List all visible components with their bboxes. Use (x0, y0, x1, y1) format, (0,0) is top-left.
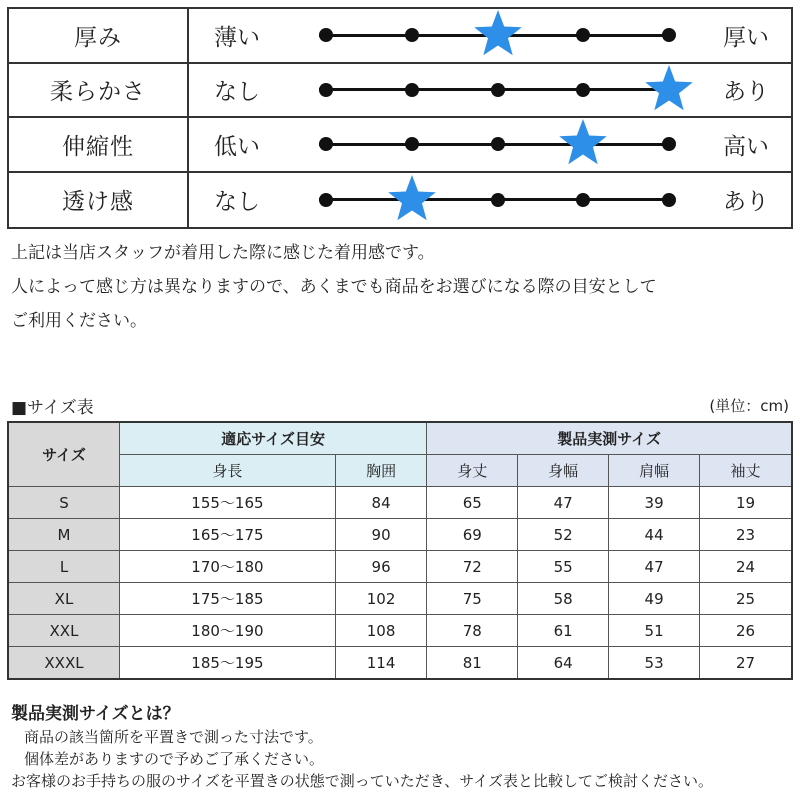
scale-dot (491, 83, 505, 97)
table-cell: 25 (700, 583, 792, 615)
size-table (7, 421, 793, 680)
feel-row-thickness (9, 9, 791, 64)
explain-line-2: 個体差がありますので予めご了承ください。 (24, 750, 325, 768)
feel-max-label: あり (723, 79, 769, 106)
table-row (8, 647, 792, 680)
explain-title: 製品実測サイズとは？ (11, 704, 180, 724)
feel-label: 伸縮性 (9, 118, 189, 171)
table-cell: 44 (609, 519, 700, 551)
scale-dot (319, 28, 333, 42)
scale-dot (576, 28, 590, 42)
size-cell: XXXL (8, 647, 120, 680)
size-cell: M (8, 519, 120, 551)
note-line-1: 上記は当店スタッフが着用した際に感じた着用感です。 (11, 243, 435, 263)
table-cell: 165〜175 (120, 519, 336, 551)
col-header-height: 身長 (120, 455, 336, 487)
table-cell: 27 (700, 647, 792, 680)
feel-label: 厚み (9, 9, 189, 62)
feel-min-label: 薄い (214, 24, 260, 51)
table-cell: 52 (518, 519, 609, 551)
scale-dot (576, 83, 590, 97)
table-cell: 47 (518, 487, 609, 519)
size-cell: XXL (8, 615, 120, 647)
table-row (8, 519, 792, 551)
feel-max-label: 厚い (723, 24, 769, 51)
note-line-2: 人によって感じ方は異なりますので、あくまでも商品をお選びになる際の目安として (11, 277, 657, 297)
feel-label: 柔らかさ (9, 64, 189, 117)
col-header-chest: 胸囲 (335, 455, 426, 487)
group-header-measured: 製品実測サイズ (427, 422, 792, 455)
table-cell: 23 (700, 519, 792, 551)
col-header-sleeve: 袖丈 (700, 455, 792, 487)
table-cell: 39 (609, 487, 700, 519)
size-table-title: ■サイズ表 (11, 398, 94, 418)
size-cell: XL (8, 583, 120, 615)
table-cell: 114 (335, 647, 426, 680)
table-cell: 180〜190 (120, 615, 336, 647)
scale-dot (405, 83, 419, 97)
feel-row-softness (9, 64, 791, 119)
feel-row-stretch (9, 118, 791, 173)
size-cell: S (8, 487, 120, 519)
table-cell: 72 (427, 551, 518, 583)
feel-scale-table (7, 7, 793, 229)
table-cell: 53 (609, 647, 700, 680)
table-cell: 61 (518, 615, 609, 647)
feel-max-label: あり (723, 189, 769, 216)
scale-dot (662, 28, 676, 42)
table-cell: 84 (335, 487, 426, 519)
table-cell: 81 (427, 647, 518, 680)
table-cell: 108 (335, 615, 426, 647)
table-cell: 102 (335, 583, 426, 615)
table-cell: 69 (427, 519, 518, 551)
feel-row-sheerness (9, 173, 791, 228)
explain-line-3: お客様のお手持ちの服のサイズを平置きの状態で測っていただき、サイズ表と比較してご検討ください。 (11, 772, 714, 790)
table-cell: 78 (427, 615, 518, 647)
table-cell: 90 (335, 519, 426, 551)
feel-min-label: なし (214, 189, 260, 216)
col-header-width: 身幅 (518, 455, 609, 487)
feel-max-label: 高い (723, 133, 769, 160)
scale-dot (576, 193, 590, 207)
feel-label: 透け感 (9, 173, 189, 228)
scale-dot (319, 193, 333, 207)
table-row (8, 583, 792, 615)
table-cell: 65 (427, 487, 518, 519)
table-cell: 19 (700, 487, 792, 519)
table-cell: 58 (518, 583, 609, 615)
table-cell: 75 (427, 583, 518, 615)
scale-dot (491, 137, 505, 151)
star-icon (644, 64, 694, 114)
note-line-3: ご利用ください。 (11, 311, 147, 331)
star-icon (558, 118, 608, 168)
star-icon (387, 174, 437, 224)
star-icon (473, 9, 523, 59)
col-header-length: 身丈 (427, 455, 518, 487)
table-cell: 170〜180 (120, 551, 336, 583)
table-cell: 47 (609, 551, 700, 583)
table-row (8, 551, 792, 583)
size-cell: L (8, 551, 120, 583)
feel-min-label: 低い (214, 133, 260, 160)
table-cell: 55 (518, 551, 609, 583)
table-cell: 96 (335, 551, 426, 583)
scale-dot (491, 193, 505, 207)
table-row (8, 615, 792, 647)
table-cell: 24 (700, 551, 792, 583)
explain-line-1: 商品の該当箇所を平置きで測った寸法です。 (24, 728, 323, 746)
scale-dot (662, 137, 676, 151)
unit-label: (単位：cm) (709, 397, 789, 415)
feel-min-label: なし (214, 79, 260, 106)
table-cell: 185〜195 (120, 647, 336, 680)
group-header-fit-guide: 適応サイズ目安 (120, 422, 427, 455)
scale-dot (405, 28, 419, 42)
scale-dot (405, 137, 419, 151)
size-header: サイズ (8, 422, 120, 487)
table-row (8, 487, 792, 519)
scale-dot (319, 83, 333, 97)
table-cell: 51 (609, 615, 700, 647)
table-cell: 175〜185 (120, 583, 336, 615)
scale-dot (319, 137, 333, 151)
table-cell: 26 (700, 615, 792, 647)
table-cell: 155〜165 (120, 487, 336, 519)
table-cell: 49 (609, 583, 700, 615)
scale-dot (662, 193, 676, 207)
table-cell: 64 (518, 647, 609, 680)
col-header-shoulder: 肩幅 (609, 455, 700, 487)
